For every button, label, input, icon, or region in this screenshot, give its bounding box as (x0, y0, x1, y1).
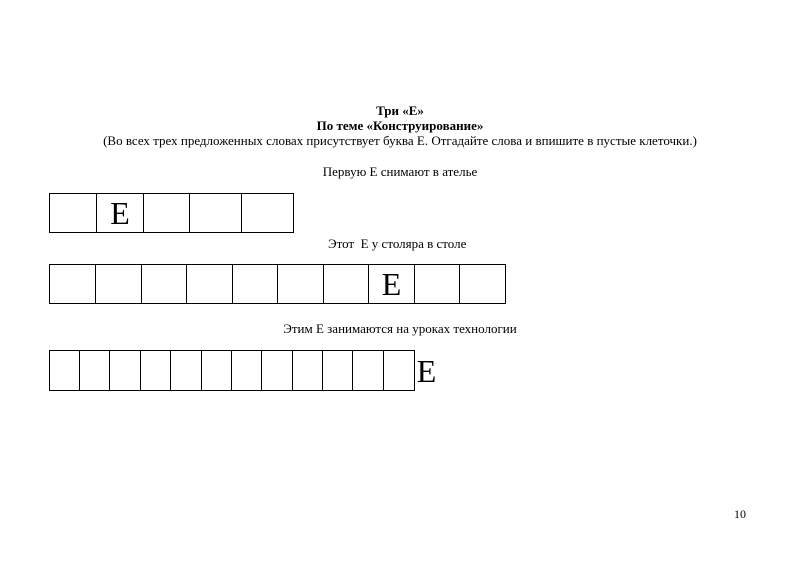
puzzle-3-cell (171, 350, 202, 391)
puzzle-2-clue: Этот Е у столяра в столе (328, 236, 467, 251)
puzzle-3-cell (232, 350, 262, 391)
puzzle-1-clue: Первую Е снимают в ателье (322, 164, 478, 179)
worksheet-title: Три «Е» (376, 103, 424, 118)
puzzle-2-cell (278, 264, 324, 304)
puzzle-1-cell (50, 193, 97, 233)
puzzle-2-cell: Е (369, 264, 415, 304)
puzzle-3-cell (110, 350, 141, 391)
puzzle-3-cell (323, 350, 353, 391)
puzzle-3-clue: Этим Е занимаются на уроках технологии (283, 321, 517, 336)
puzzle-1-cell (190, 193, 242, 233)
puzzle-3-grid (49, 350, 415, 391)
worksheet-subtitle: По теме «Конструирование» (316, 118, 484, 133)
puzzle-1-grid (49, 193, 294, 233)
puzzle-3-cell (202, 350, 232, 391)
puzzle-2-cell (187, 264, 233, 304)
puzzle-2-grid (49, 264, 506, 304)
puzzle-2-cell (415, 264, 460, 304)
puzzle-2-cell (96, 264, 142, 304)
puzzle-3-cell (50, 350, 80, 391)
puzzle-2-cell (142, 264, 187, 304)
puzzle-2-cell (460, 264, 506, 304)
puzzle-3-cell (293, 350, 323, 391)
page-number: 10 (734, 507, 746, 521)
worksheet-instruction: (Во всех трех предложенных словах присутствует буква Е. Отгадайте слова и впишите в пустые клеточки.) (103, 133, 697, 148)
puzzle-1-cell (144, 193, 190, 233)
puzzle-1-cell (242, 193, 294, 233)
puzzle-2-cell (324, 264, 369, 304)
puzzle-2-cell (50, 264, 96, 304)
puzzle-3-cell (353, 350, 384, 391)
puzzle-3-given-letter: Е (416, 352, 437, 389)
puzzle-3-cell (141, 350, 171, 391)
puzzle-3-cell (80, 350, 110, 391)
puzzle-1-cell: Е (97, 193, 144, 233)
puzzle-2-cell (233, 264, 278, 304)
puzzle-3-cell (262, 350, 293, 391)
